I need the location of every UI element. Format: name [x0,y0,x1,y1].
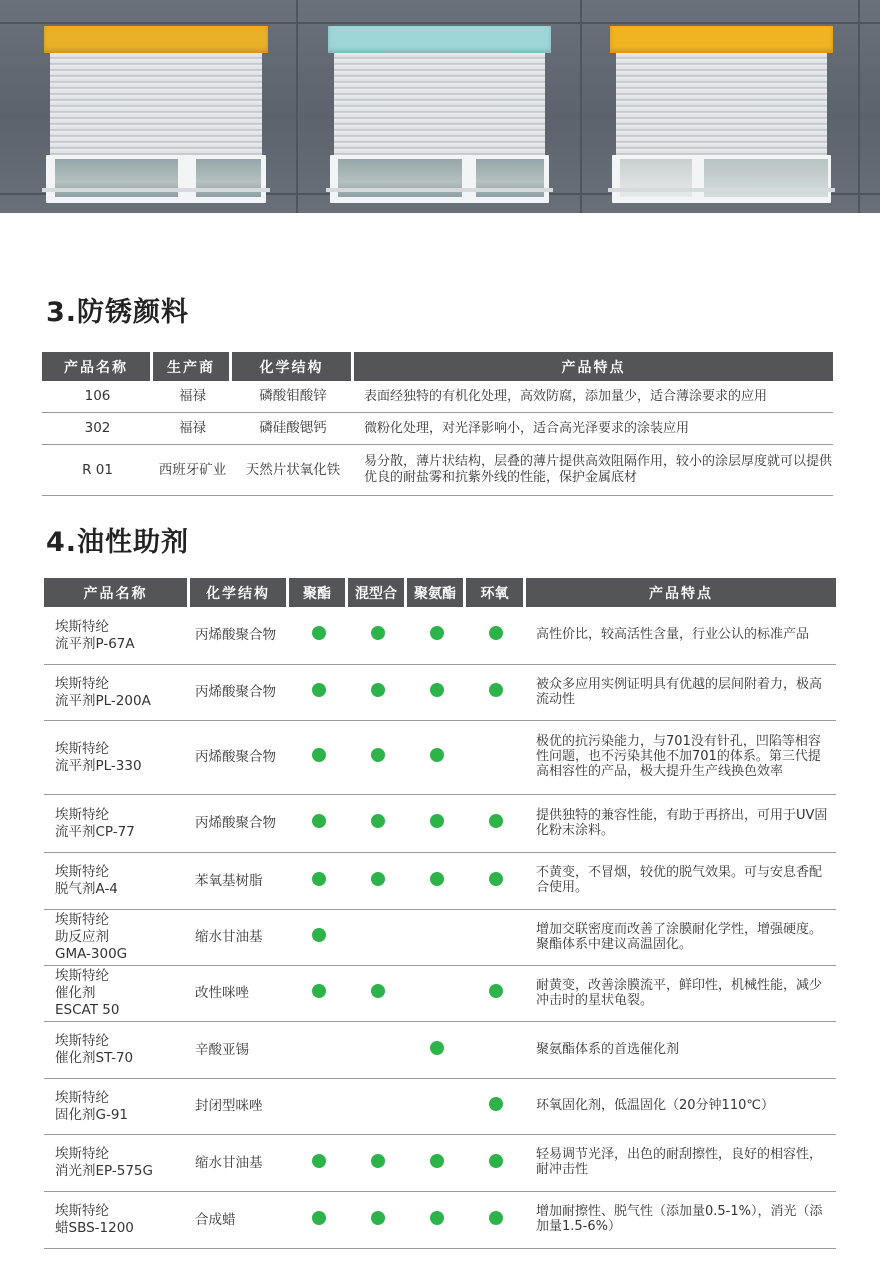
product-name-line: 埃斯特纶 [55,1146,109,1163]
product-name: 106 [42,381,153,413]
compat-hybrid [348,1192,407,1249]
table-row [44,607,836,665]
product-name-line: 催化剂ST-70 [55,1050,134,1066]
col-header-epoxy: 环氧 [466,578,526,607]
product-feature: 极优的抗污染能力，与701没有针孔，凹陷等相容性问题，也不污染其他不加701的体系。第三代提高相容性的产品，极大提升生产线换色效率 [526,721,836,795]
product-name-line: GMA-300G [55,945,128,962]
compat-polyester [289,966,348,1022]
product-name: R 01 [42,445,153,496]
table-row [44,1022,836,1079]
table-row [44,795,836,853]
product-name-line: 蜡SBS-1200 [55,1220,134,1236]
compat-epoxy [466,1135,526,1192]
compat-hybrid [348,1135,407,1192]
compatible-dot-icon [430,1154,444,1168]
compat-polyester [289,795,348,853]
compat-polyester [289,607,348,665]
product-name-line: 埃斯特纶 [55,1089,109,1106]
product-feature: 不黄变，不冒烟，较优的脱气效果。可与安息香配合使用。 [526,853,836,910]
compat-epoxy [466,966,526,1022]
compatible-dot-icon [430,626,444,640]
compat-polyurethane [407,1192,466,1249]
product-name [44,607,190,665]
compat-polyurethane [407,910,466,966]
compat-epoxy [466,721,526,795]
product-feature: 聚氨酯体系的首选催化剂 [526,1022,836,1079]
compat-epoxy [466,1079,526,1135]
product-name [44,721,190,795]
compatible-dot-icon [371,872,385,886]
building-photo [0,0,880,213]
product-name-line: 固化剂G-91 [55,1106,129,1123]
table-row [44,853,836,910]
product-name-line: 埃斯特纶 [55,912,109,929]
compat-hybrid [348,721,407,795]
table-row [42,413,833,445]
manufacturer: 西班牙矿业 [153,445,232,496]
compatible-dot-icon [371,1211,385,1225]
product-name-line: 埃斯特纶 [55,968,109,985]
col-header-maker: 生产商 [153,352,232,381]
compat-polyurethane [407,853,466,910]
product-name-line: 脱气剂A-4 [55,881,118,897]
product-name-line: 埃斯特纶 [55,864,109,881]
product-name [44,1022,190,1079]
compatible-dot-icon [371,984,385,998]
product-feature: 微粉化处理，对光泽影响小，适合高光泽要求的涂装应用 [354,413,833,445]
col-header-chem: 化学结构 [190,578,289,607]
compat-hybrid [348,910,407,966]
product-name [44,910,190,966]
compat-polyester [289,721,348,795]
compat-polyester [289,1135,348,1192]
product-feature: 易分散，薄片状结构，层叠的薄片提供高效阻隔作用，较小的涂层厚度就可以提供优良的耐盐雾和抗紫外线的性能，保护金属底材 [354,445,833,496]
table-row [42,381,833,413]
col-header-chem: 化学结构 [232,352,354,381]
compat-hybrid [348,966,407,1022]
compat-epoxy [466,1192,526,1249]
compatible-dot-icon [371,1154,385,1168]
product-feature: 高性价比，较高活性含量，行业公认的标准产品 [526,607,836,665]
compat-hybrid [348,795,407,853]
compatible-dot-icon [489,683,503,697]
chemical-structure: 丙烯酸聚合物 [190,665,289,721]
product-name-line: 流平剂P-67A [55,635,135,652]
compatible-dot-icon [312,928,326,942]
manufacturer: 福禄 [153,413,232,445]
compatible-dot-icon [489,872,503,886]
product-name-line: 埃斯特纶 [55,1203,109,1220]
compatible-dot-icon [312,626,326,640]
section-4-title: 4.油性助剂 [46,527,190,558]
compat-polyurethane [407,607,466,665]
product-name-line: 消光剂EP-575G [55,1163,153,1179]
table-row [44,966,836,1022]
compatible-dot-icon [312,984,326,998]
compat-hybrid [348,1022,407,1079]
compat-polyester [289,1192,348,1249]
chemical-structure: 苯氧基树脂 [190,853,289,910]
chemical-structure: 丙烯酸聚合物 [190,607,289,665]
compatible-dot-icon [312,1154,326,1168]
compatible-dot-icon [312,748,326,762]
chemical-structure: 缩水甘油基 [190,1135,289,1192]
product-name-line: 流平剂PL-200A [55,692,151,709]
compat-epoxy [466,853,526,910]
product-name [44,795,190,853]
product-feature: 耐黄变，改善涂膜流平，鲜印性，机械性能，减少冲击时的星状龟裂。 [526,966,836,1022]
product-name-line: ESCAT 50 [55,1001,120,1018]
table-row [44,665,836,721]
compat-polyurethane [407,665,466,721]
product-name [44,1079,190,1135]
compatible-dot-icon [312,1211,326,1225]
compat-polyester [289,665,348,721]
col-header-feature: 产品特点 [354,352,833,381]
compat-hybrid [348,853,407,910]
compat-hybrid [348,1079,407,1135]
compat-epoxy [466,795,526,853]
product-name: 302 [42,413,153,445]
compatible-dot-icon [430,1211,444,1225]
product-name-line: 埃斯特纶 [55,618,109,635]
chemical-structure: 合成蜡 [190,1192,289,1249]
product-name [44,1192,190,1249]
shutter-box-blue [328,26,551,53]
shutter-box-yellow [44,26,268,53]
compatible-dot-icon [312,814,326,828]
col-header-polyurethane: 聚氨酯 [407,578,466,607]
compat-polyurethane [407,1022,466,1079]
compatible-dot-icon [489,814,503,828]
product-name-line: 埃斯特纶 [55,740,109,757]
compatible-dot-icon [489,1211,503,1225]
product-feature: 增加耐擦性、脱气性（添加量0.5-1%），消光（添加量1.5-6%） [526,1192,836,1249]
compat-polyurethane [407,795,466,853]
compatible-dot-icon [489,984,503,998]
compatible-dot-icon [371,626,385,640]
compat-polyurethane [407,1079,466,1135]
compatible-dot-icon [430,748,444,762]
product-name [44,966,190,1022]
compatible-dot-icon [312,872,326,886]
chemical-structure: 丙烯酸聚合物 [190,795,289,853]
product-feature: 轻易调节光泽，出色的耐刮擦性，良好的相容性，耐冲击性 [526,1135,836,1192]
compat-polyurethane [407,1135,466,1192]
table-row [44,1192,836,1249]
compat-epoxy [466,1022,526,1079]
compat-polyurethane [407,721,466,795]
compatible-dot-icon [371,748,385,762]
product-name [44,665,190,721]
compatible-dot-icon [430,683,444,697]
product-name [44,1135,190,1192]
compatible-dot-icon [430,1041,444,1055]
col-header-polyester: 聚酯 [289,578,348,607]
product-name [44,853,190,910]
product-name-line: 流平剂CP-77 [55,823,135,840]
manufacturer: 福禄 [153,381,232,413]
compat-polyester [289,1022,348,1079]
product-feature: 表面经独特的有机化处理，高效防腐，添加量少，适合薄涂要求的应用 [354,381,833,413]
anticorrosive-pigment-table [42,352,833,496]
compatible-dot-icon [312,683,326,697]
table-row [42,445,833,496]
product-name-line: 埃斯特纶 [55,806,109,823]
chemical-structure: 天然片状氧化铁 [232,445,354,496]
product-feature: 环氧固化剂，低温固化（20分钟110℃） [526,1079,836,1135]
compat-polyester [289,1079,348,1135]
compatible-dot-icon [489,1097,503,1111]
compatible-dot-icon [430,814,444,828]
chemical-structure: 磷硅酸锶钙 [232,413,354,445]
product-feature: 被众多应用实例证明具有优越的层间附着力，极高流动性 [526,665,836,721]
product-name-line: 催化剂 [55,985,96,1002]
chemical-structure: 缩水甘油基 [190,910,289,966]
compat-hybrid [348,665,407,721]
window-right [610,26,833,192]
chemical-structure: 丙烯酸聚合物 [190,721,289,795]
compatible-dot-icon [371,814,385,828]
product-name-line: 埃斯特纶 [55,675,109,692]
table-row [44,1135,836,1192]
chemical-structure: 封闭型咪唑 [190,1079,289,1135]
compat-hybrid [348,607,407,665]
oil-additive-table [44,578,836,1249]
compatible-dot-icon [430,872,444,886]
product-name-line: 助反应剂 [55,929,109,946]
product-name-line: 流平剂PL-330 [55,757,142,774]
col-header-name: 产品名称 [42,352,153,381]
window-middle [328,26,551,192]
col-header-feature: 产品特点 [526,578,836,607]
compatible-dot-icon [371,683,385,697]
product-feature: 提供独特的兼容性能，有助于再挤出，可用于UV固化粉末涂料。 [526,795,836,853]
product-feature: 增加交联密度而改善了涂膜耐化学性，增强硬度。聚酯体系中建议高温固化。 [526,910,836,966]
compat-polyurethane [407,966,466,1022]
col-header-hybrid: 混型合 [348,578,407,607]
shutter-box-orange [610,26,833,53]
compatible-dot-icon [489,626,503,640]
chemical-structure: 改性咪唑 [190,966,289,1022]
table-row [44,721,836,795]
compat-epoxy [466,665,526,721]
window-left [44,26,268,192]
col-header-name: 产品名称 [44,578,190,607]
compat-epoxy [466,607,526,665]
compat-polyester [289,910,348,966]
table-row [44,910,836,966]
compat-epoxy [466,910,526,966]
chemical-structure: 磷酸钼酸锌 [232,381,354,413]
product-name-line: 埃斯特纶 [55,1033,109,1050]
compatible-dot-icon [489,1154,503,1168]
chemical-structure: 辛酸亚锡 [190,1022,289,1079]
compat-polyester [289,853,348,910]
table-row [44,1079,836,1135]
section-3-title: 3.防锈颜料 [46,297,190,328]
